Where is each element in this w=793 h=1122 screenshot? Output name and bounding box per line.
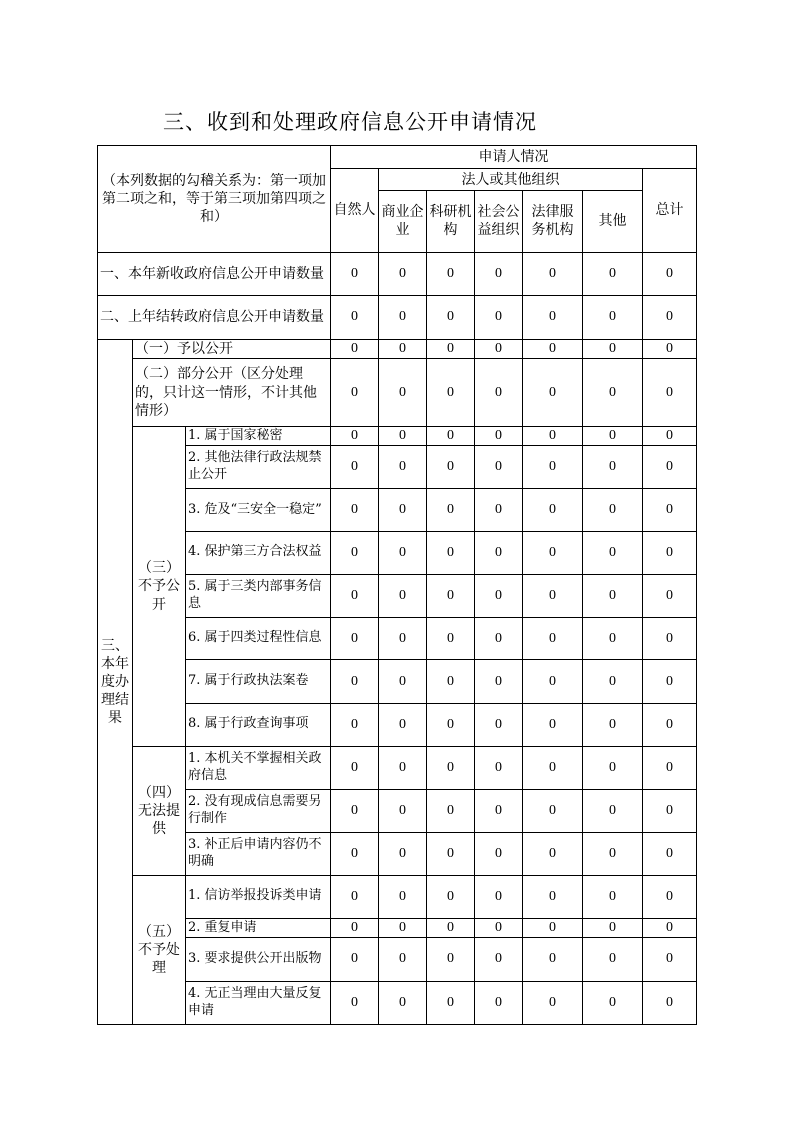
table-row: [98, 489, 697, 531]
value-cell-total: 0: [643, 660, 697, 703]
value-cell-commercial: 0: [379, 832, 427, 875]
value-cell-law-service: 0: [523, 618, 583, 660]
header-law-service: 法律服务机构: [523, 191, 583, 252]
value-cell-research: 0: [427, 295, 475, 339]
header-note: （本列数据的勾稽关系为：第一项加第二项之和，等于第三项加第四项之和）: [98, 146, 331, 253]
header-row-1: [98, 146, 697, 169]
table-row: [98, 446, 697, 489]
value-cell-commercial: 0: [379, 981, 427, 1024]
row-label: 二、上年结转政府信息公开申请数量: [98, 295, 331, 339]
value-cell-law-service: 0: [523, 295, 583, 339]
value-cell-natural: 0: [331, 919, 379, 938]
value-cell-natural: 0: [331, 489, 379, 531]
value-cell-other: 0: [583, 340, 643, 359]
group-4-label: （四）无法提供: [133, 747, 186, 876]
value-cell-natural: 0: [331, 660, 379, 703]
table-row: [98, 340, 697, 359]
value-cell-law-service: 0: [523, 981, 583, 1024]
value-cell-law-service: 0: [523, 938, 583, 981]
row-label: 2. 没有现成信息需要另行制作: [186, 790, 331, 832]
value-cell-commercial: 0: [379, 359, 427, 426]
table-row: [98, 660, 697, 703]
value-cell-law-service: 0: [523, 426, 583, 445]
value-cell-social: 0: [475, 790, 523, 832]
row-label: （一）予以公开: [133, 340, 331, 359]
row-label: 3. 补正后申请内容仍不明确: [186, 832, 331, 875]
header-total: 总计: [643, 169, 697, 253]
value-cell-natural: 0: [331, 446, 379, 489]
value-cell-social: 0: [475, 660, 523, 703]
value-cell-commercial: 0: [379, 295, 427, 339]
value-cell-other: 0: [583, 832, 643, 875]
value-cell-law-service: 0: [523, 489, 583, 531]
value-cell-other: 0: [583, 359, 643, 426]
value-cell-social: 0: [475, 919, 523, 938]
value-cell-commercial: 0: [379, 426, 427, 445]
value-cell-commercial: 0: [379, 489, 427, 531]
value-cell-total: 0: [643, 618, 697, 660]
table-row: [98, 832, 697, 875]
value-cell-natural: 0: [331, 790, 379, 832]
value-cell-social: 0: [475, 340, 523, 359]
value-cell-social: 0: [475, 832, 523, 875]
value-cell-commercial: 0: [379, 574, 427, 617]
value-cell-natural: 0: [331, 875, 379, 918]
value-cell-law-service: 0: [523, 660, 583, 703]
header-applicant: 申请人情况: [331, 146, 697, 169]
value-cell-natural: 0: [331, 938, 379, 981]
row-label: （二）部分公开（区分处理的，只计这一情形，不计其他情形）: [133, 359, 331, 426]
value-cell-total: 0: [643, 426, 697, 445]
value-cell-law-service: 0: [523, 340, 583, 359]
value-cell-research: 0: [427, 446, 475, 489]
table-row: [98, 252, 697, 295]
value-cell-social: 0: [475, 252, 523, 295]
value-cell-law-service: 0: [523, 359, 583, 426]
value-cell-natural: 0: [331, 340, 379, 359]
value-cell-other: 0: [583, 426, 643, 445]
row-label: 一、本年新收政府信息公开申请数量: [98, 252, 331, 295]
value-cell-research: 0: [427, 252, 475, 295]
value-cell-social: 0: [475, 981, 523, 1024]
value-cell-natural: 0: [331, 359, 379, 426]
value-cell-commercial: 0: [379, 340, 427, 359]
table-row: [98, 295, 697, 339]
value-cell-research: 0: [427, 981, 475, 1024]
value-cell-law-service: 0: [523, 790, 583, 832]
header-social: 社会公益组织: [475, 191, 523, 252]
value-cell-law-service: 0: [523, 446, 583, 489]
value-cell-law-service: 0: [523, 703, 583, 746]
value-cell-other: 0: [583, 618, 643, 660]
value-cell-commercial: 0: [379, 790, 427, 832]
row-label: 1. 属于国家秘密: [186, 426, 331, 445]
value-cell-total: 0: [643, 832, 697, 875]
value-cell-total: 0: [643, 981, 697, 1024]
value-cell-commercial: 0: [379, 703, 427, 746]
value-cell-social: 0: [475, 703, 523, 746]
header-commercial: 商业企业: [379, 191, 427, 252]
value-cell-social: 0: [475, 875, 523, 918]
value-cell-commercial: 0: [379, 938, 427, 981]
value-cell-research: 0: [427, 618, 475, 660]
header-natural: 自然人: [331, 169, 379, 253]
value-cell-other: 0: [583, 938, 643, 981]
value-cell-other: 0: [583, 446, 643, 489]
value-cell-natural: 0: [331, 531, 379, 574]
value-cell-research: 0: [427, 875, 475, 918]
value-cell-other: 0: [583, 574, 643, 617]
value-cell-commercial: 0: [379, 875, 427, 918]
value-cell-total: 0: [643, 489, 697, 531]
value-cell-other: 0: [583, 703, 643, 746]
value-cell-social: 0: [475, 531, 523, 574]
table-row: [98, 938, 697, 981]
value-cell-commercial: 0: [379, 919, 427, 938]
value-cell-total: 0: [643, 446, 697, 489]
table-row: [98, 574, 697, 617]
value-cell-total: 0: [643, 531, 697, 574]
value-cell-total: 0: [643, 359, 697, 426]
table-row: [98, 426, 697, 445]
value-cell-other: 0: [583, 875, 643, 918]
table-row: [98, 531, 697, 574]
header-other: 其他: [583, 191, 643, 252]
row-label: 2. 其他法律行政法规禁止公开: [186, 446, 331, 489]
value-cell-natural: 0: [331, 426, 379, 445]
value-cell-commercial: 0: [379, 660, 427, 703]
row-label: 2. 重复申请: [186, 919, 331, 938]
value-cell-natural: 0: [331, 618, 379, 660]
value-cell-commercial: 0: [379, 531, 427, 574]
value-cell-social: 0: [475, 574, 523, 617]
value-cell-natural: 0: [331, 747, 379, 790]
table-row: [98, 875, 697, 918]
value-cell-total: 0: [643, 747, 697, 790]
row-label: 1. 本机关不掌握相关政府信息: [186, 747, 331, 790]
value-cell-social: 0: [475, 747, 523, 790]
value-cell-law-service: 0: [523, 574, 583, 617]
section-3-label: 三、本年度办理结果: [98, 340, 133, 1025]
value-cell-other: 0: [583, 660, 643, 703]
value-cell-social: 0: [475, 426, 523, 445]
value-cell-research: 0: [427, 832, 475, 875]
table-row: [98, 981, 697, 1024]
value-cell-other: 0: [583, 252, 643, 295]
table-row: [98, 790, 697, 832]
value-cell-law-service: 0: [523, 875, 583, 918]
value-cell-social: 0: [475, 618, 523, 660]
row-label: 6. 属于四类过程性信息: [186, 618, 331, 660]
value-cell-natural: 0: [331, 703, 379, 746]
value-cell-commercial: 0: [379, 446, 427, 489]
value-cell-total: 0: [643, 919, 697, 938]
value-cell-total: 0: [643, 875, 697, 918]
value-cell-other: 0: [583, 981, 643, 1024]
table-row: [98, 359, 697, 426]
value-cell-other: 0: [583, 295, 643, 339]
value-cell-research: 0: [427, 790, 475, 832]
row-label: 3. 要求提供公开出版物: [186, 938, 331, 981]
table-row: [98, 703, 697, 746]
row-label: 8. 属于行政查询事项: [186, 703, 331, 746]
group-5-label: （五）不予处理: [133, 875, 186, 1024]
row-label: 7. 属于行政执法案卷: [186, 660, 331, 703]
value-cell-research: 0: [427, 919, 475, 938]
value-cell-total: 0: [643, 252, 697, 295]
value-cell-commercial: 0: [379, 252, 427, 295]
value-cell-social: 0: [475, 295, 523, 339]
value-cell-total: 0: [643, 938, 697, 981]
header-legal-group: 法人或其他组织: [379, 169, 643, 191]
value-cell-research: 0: [427, 747, 475, 790]
row-label: 1. 信访举报投诉类申请: [186, 875, 331, 918]
value-cell-other: 0: [583, 489, 643, 531]
value-cell-social: 0: [475, 489, 523, 531]
table-row: [98, 618, 697, 660]
header-research: 科研机构: [427, 191, 475, 252]
value-cell-research: 0: [427, 574, 475, 617]
row-label: 3. 危及“三安全一稳定”: [186, 489, 331, 531]
value-cell-research: 0: [427, 340, 475, 359]
value-cell-law-service: 0: [523, 919, 583, 938]
group-3-label: （三）不予公开: [133, 426, 186, 746]
value-cell-law-service: 0: [523, 832, 583, 875]
disclosure-table: [97, 145, 697, 1025]
row-label: 4. 保护第三方合法权益: [186, 531, 331, 574]
value-cell-research: 0: [427, 426, 475, 445]
value-cell-social: 0: [475, 446, 523, 489]
table-row: [98, 919, 697, 938]
value-cell-total: 0: [643, 790, 697, 832]
value-cell-commercial: 0: [379, 747, 427, 790]
value-cell-research: 0: [427, 938, 475, 981]
value-cell-natural: 0: [331, 295, 379, 339]
value-cell-research: 0: [427, 660, 475, 703]
value-cell-commercial: 0: [379, 618, 427, 660]
value-cell-natural: 0: [331, 981, 379, 1024]
table-row: [98, 747, 697, 790]
value-cell-total: 0: [643, 295, 697, 339]
value-cell-other: 0: [583, 531, 643, 574]
value-cell-law-service: 0: [523, 252, 583, 295]
value-cell-total: 0: [643, 574, 697, 617]
value-cell-research: 0: [427, 703, 475, 746]
value-cell-total: 0: [643, 703, 697, 746]
value-cell-natural: 0: [331, 574, 379, 617]
value-cell-natural: 0: [331, 832, 379, 875]
value-cell-research: 0: [427, 359, 475, 426]
value-cell-other: 0: [583, 919, 643, 938]
value-cell-research: 0: [427, 531, 475, 574]
value-cell-other: 0: [583, 747, 643, 790]
row-label: 4. 无正当理由大量反复申请: [186, 981, 331, 1024]
value-cell-other: 0: [583, 790, 643, 832]
value-cell-law-service: 0: [523, 531, 583, 574]
value-cell-total: 0: [643, 340, 697, 359]
value-cell-social: 0: [475, 938, 523, 981]
value-cell-law-service: 0: [523, 747, 583, 790]
value-cell-research: 0: [427, 489, 475, 531]
value-cell-natural: 0: [331, 252, 379, 295]
row-label: 5. 属于三类内部事务信息: [186, 574, 331, 617]
page-title: 三、收到和处理政府信息公开申请情况: [163, 110, 537, 134]
value-cell-social: 0: [475, 359, 523, 426]
